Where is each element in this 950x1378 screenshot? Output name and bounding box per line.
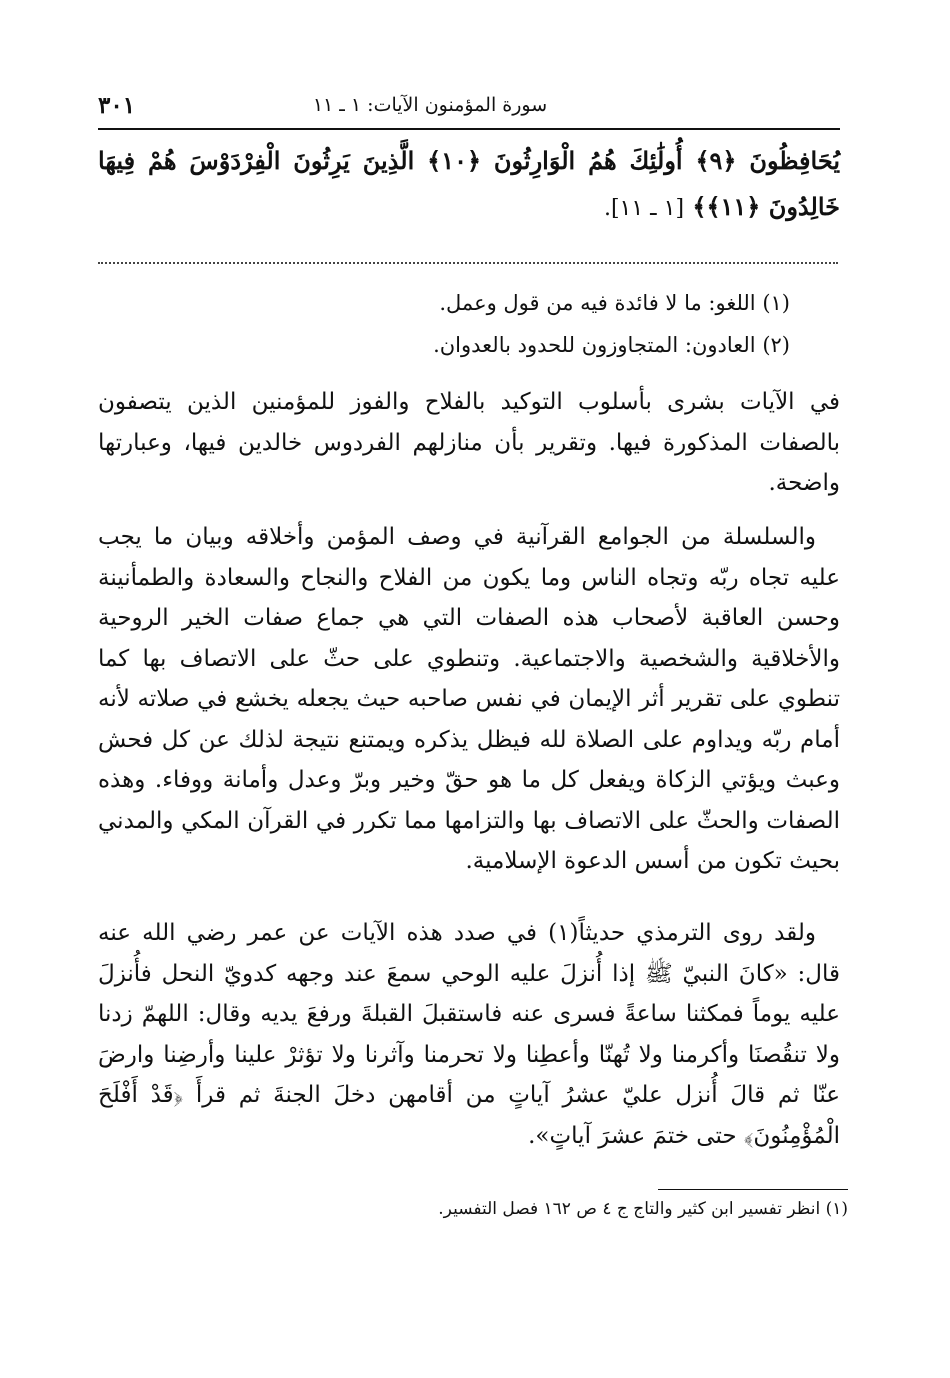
header-rule [98,128,840,130]
page-title: سورة المؤمنون الآيات: ١ ـ ١١ [312,94,548,116]
footnote: (١) انظر تفسير ابن كثير والتاج ج ٤ ص ١٦٢ فصل التفسير. [438,1199,848,1219]
quran-text: يُحَافِظُونَ ﴿٩﴾ أُولَٰئِكَ هُمُ الْوَارِثُونَ ﴿١٠﴾ الَّذِينَ يَرِثُونَ الْفِرْدَوْسَ هُمْ فِيهَا خَالِدُونَ ﴿١١﴾﴾ [98,146,840,221]
glossary-notes [98,282,790,366]
paragraph-commentary: والسلسلة من الجوامع القرآنية في وصف المؤمن وأخلاقه وبيان ما يجب عليه تجاه ربّه وتجاه الناس وما يكون من الفلاح والنجاح والسعادة والطمأنينة وحسن العاقبة لأصحاب هذه الصفات التي هي جماع صفات الخير الروحية والأخلاقية والشخصية والاجتماعية. وتنطوي على حثّ على الاتصاف بها كما تنطوي على تقرير أثر الإيمان في نفس صاحبه حيث يجعله يخشع في صلاته لأنه أمام ربّه ويداوم على الصلاة لله فيظل يذكره ويمتنع نتيجة لذلك عن كل فحش وعبث ويؤتي الزكاة ويفعل كل ما هو حقّ وخير وبرّ وعدل وأمانة ووفاء. وهذه الصفات والحثّ على الاتصاف بها والتزامها مما تكرر في القرآن المكي والمدني بحيث تكون من أسس الدعوة الإسلامية. [98,524,840,874]
glossary-item: (٢) العادون: المتجاوزون للحدود بالعدوان. [433,333,790,357]
glossary-separator [98,262,838,264]
page-number: ٣٠١ [98,92,136,119]
paragraph-hadith: ولقد روى الترمذي حديثاً(١) في صدد هذه الآيات عن عمر رضي الله عنه قال: «كانَ النبيّ ﷺ إذا أُنزلَ عليه الوحي سمعَ عند وجهه كدويّ النحل فأُنزلَ عليه يوماً فمكثنا ساعةً فسرى عنه فاستقبلَ القبلةَ ورفعَ يديه وقال: اللهمّ زدنا ولا تنقُصنَا وأكرمنا ولا تُهنّا وأعطِنا ولا تحرمنا وآثرنا ولا تؤثرْ علينا وأرضِنا وارضَ عنّا ثم قالَ أُنزل عليّ عشرُ آياتٍ من أقامهن دخلَ الجنةَ ثم قرأَ ﴿قَدْ أَفْلَحَ الْمُؤْمِنُونَ﴾ حتى ختمَ عشرَ آياتٍ». [98,920,840,1149]
footnote-rule [658,1189,848,1190]
running-header [98,92,840,126]
paragraph-summary: في الآيات بشرى بأسلوب التوكيد بالفلاح والفوز للمؤمنين الذين يتصفون بالصفات المذكورة فيها. وتقرير بأن منازلهم الفردوس خالدين فيها، وعبارتها واضحة. [98,389,840,496]
glossary-item: (١) اللغو: ما لا فائدة فيه من قول وعمل. [439,291,790,315]
quran-verses [98,138,840,232]
verse-reference: [١ ـ ١١]. [603,196,685,221]
